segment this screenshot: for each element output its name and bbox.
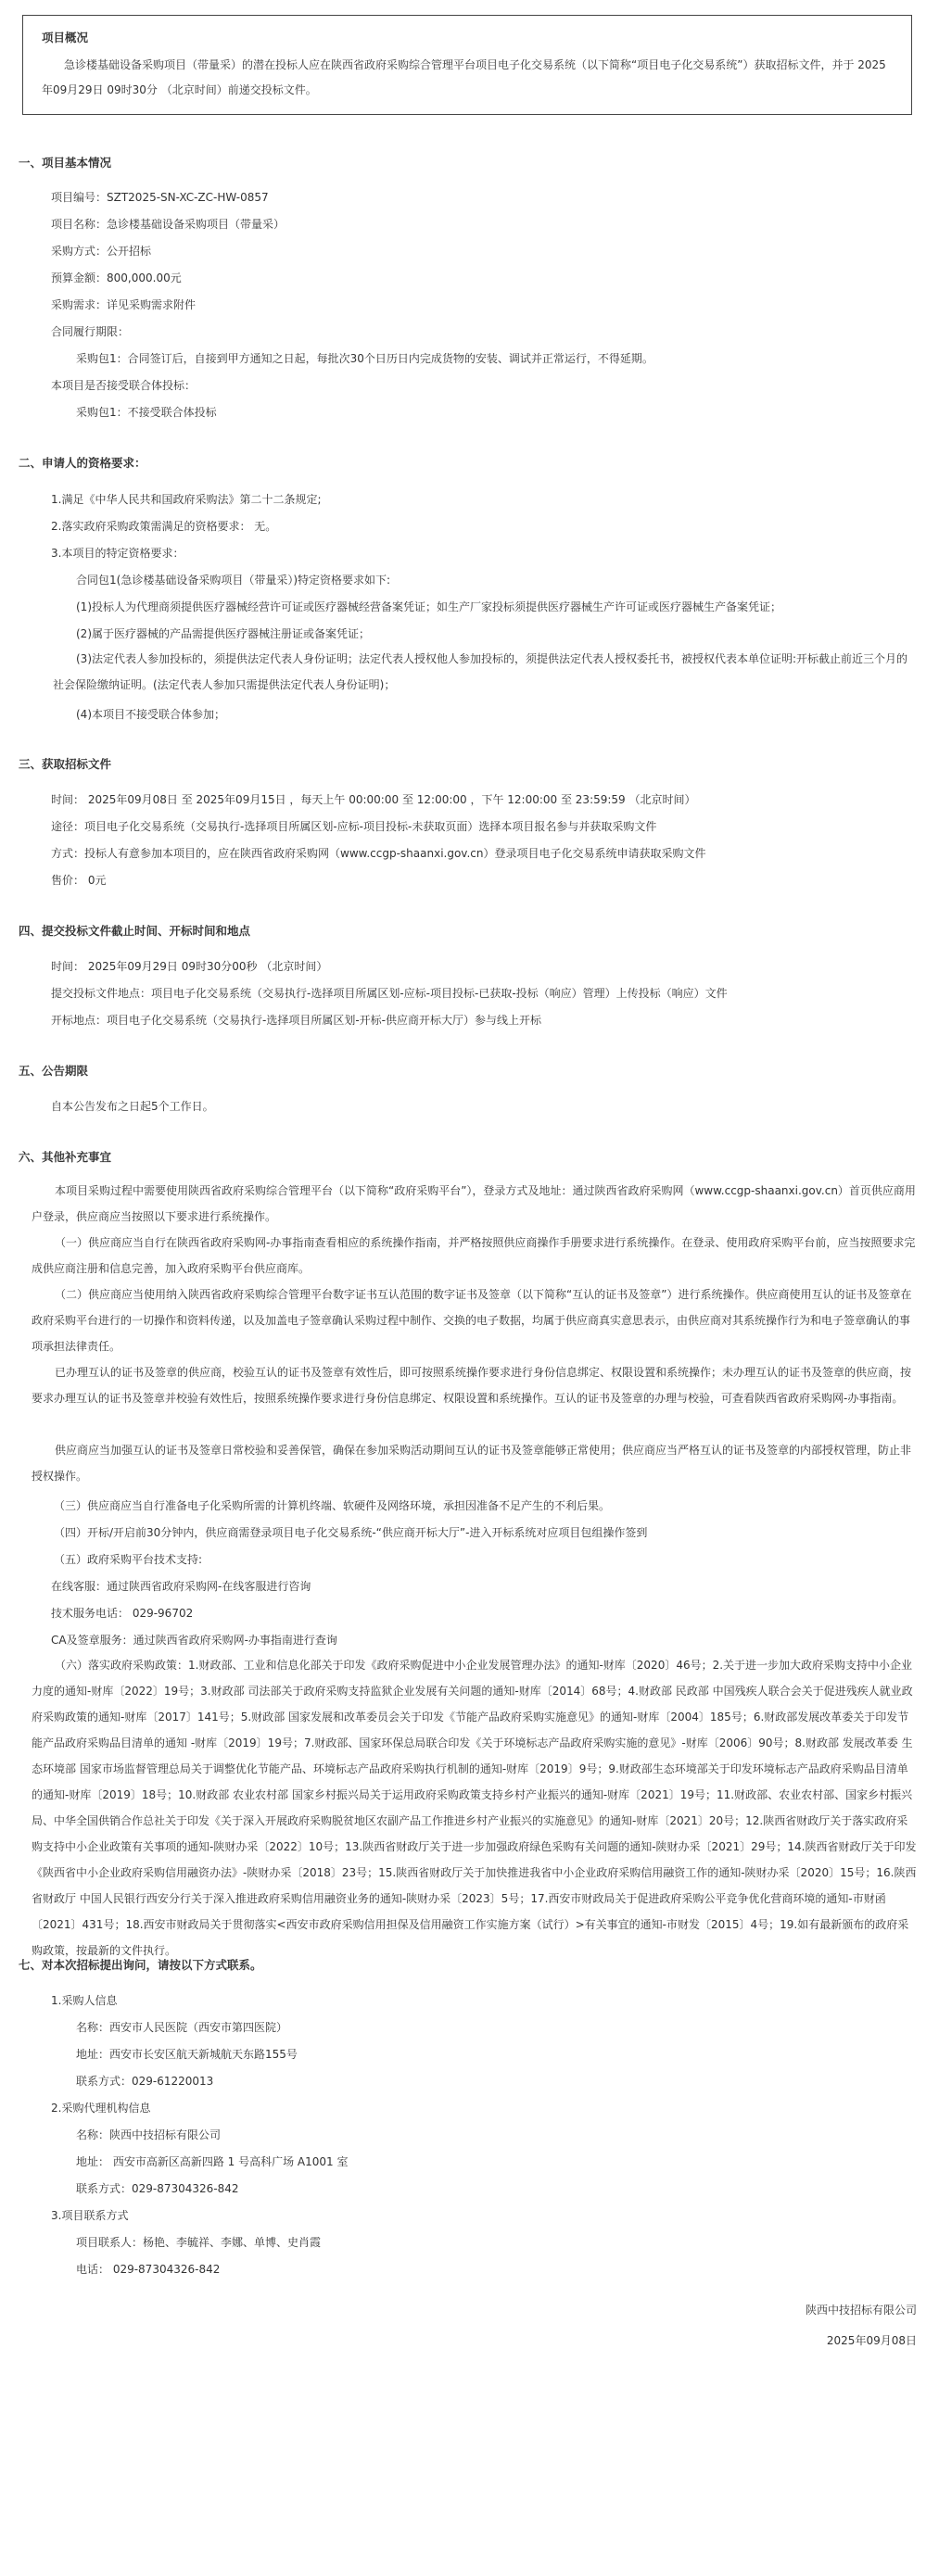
obtain-price: 售价： 0元	[51, 874, 107, 887]
supplement-para-6: （三）供应商应当自行准备电子化采购所需的计算机终端、软硬件及网络环境，承担因准备不足产生的不利后果。	[54, 1499, 611, 1512]
supplement-para-3: （二）供应商应当使用纳入陕西省政府采购综合管理平台数字证书互认范围的数字证书及签章（以下简称“互认的证书及签章”）进行系统操作。供应商使用互认的证书及签章在政府采购平台进行的一切操作和资料传递，以及加盖电子签章确认采购过程中制作、交换的电子数据，均属于供应商真实意思表示，由供应商对其系统操作行为和电子签章确认的事项承担法律责任。	[32, 1288, 912, 1353]
agency-address: 地址： 西安市高新区高新四路 1 号高科广场 A1001 室	[76, 2155, 349, 2168]
section-3-title: 三、获取招标文件	[19, 757, 112, 771]
opening-location: 开标地点：项目电子化交易系统（交易执行-选择项目所属区划-开标-供应商开标大厅）参与线上开标	[51, 1014, 541, 1027]
purchaser-info-label: 1.采购人信息	[51, 1994, 118, 2007]
overview-box	[22, 15, 912, 115]
requirement-1: (1)投标人为代理商须提供医疗器械经营许可证或医疗器械经营备案凭证；如生产厂家投标须提供医疗器械生产许可证或医疗器械生产备案凭证；	[76, 600, 782, 613]
joint-bid-package1: 采购包1：不接受联合体投标	[76, 406, 217, 419]
qualification-1: 1.满足《中华人民共和国政府采购法》第二十二条规定;	[51, 493, 322, 506]
package1-requirements: 合同包1(急诊楼基础设备采购项目（带量采）)特定资格要求如下:	[76, 574, 391, 587]
tech-support-label: （五）政府采购平台技术支持:	[54, 1553, 203, 1566]
supplement-para-4: 已办理互认的证书及签章的供应商，校验互认的证书及签章有效性后，即可按照系统操作要求进行身份信息绑定、权限设置和系统操作；未办理互认的证书及签章的供应商，按要求办理互认的证书及签章并校验有效性后，按照系统操作要求进行身份信息绑定、权限设置和系统操作。互认的证书及签章的办理与校验，可查看陕西省政府采购网-办事指南。	[32, 1366, 912, 1405]
project-contact-label: 3.项目联系方式	[51, 2209, 129, 2222]
online-service: 在线客服：通过陕西省政府采购网-在线客服进行咨询	[51, 1580, 311, 1593]
contract-period-label: 合同履行期限：	[51, 325, 130, 338]
procurement-requirement: 采购需求：详见采购需求附件	[51, 298, 197, 311]
qualification-3: 3.本项目的特定资格要求：	[51, 547, 184, 560]
agency-name: 名称：陕西中技招标有限公司	[76, 2128, 222, 2141]
section-4-title: 四、提交投标文件截止时间、开标时间和地点	[19, 924, 251, 938]
project-contact-phone: 电话： 029-87304326-842	[76, 2263, 221, 2276]
procurement-method: 采购方式：公开招标	[51, 245, 152, 258]
agency-info-label: 2.采购代理机构信息	[51, 2102, 151, 2115]
supplement-para-5: 供应商应当加强互认的证书及签章日常校验和妥善保管，确保在参加采购活动期间互认的证书及签章能够正常使用；供应商应当严格互认的证书及签章的内部授权管理，防止非授权操作。	[32, 1444, 912, 1483]
supplement-para-2: （一）供应商应当自行在陕西省政府采购网-办事指南查看相应的系统操作指南，并严格按照供应商操作手册要求进行系统操作。在登录、使用政府采购平台前，应当按照要求完成供应商注册和信息完善，加入政府采购平台供应商库。	[32, 1236, 916, 1275]
footer-date: 2025年09月08日	[826, 2334, 917, 2347]
announcement-period: 自本公告发布之日起5个工作日。	[51, 1100, 214, 1113]
section-6-title: 六、其他补充事宜	[19, 1150, 112, 1164]
project-contact-persons: 项目联系人：杨艳、李毓祥、李娜、单博、史肖霞	[76, 2236, 322, 2249]
qualification-2: 2.落实政府采购政策需满足的资格要求： 无。	[51, 520, 277, 533]
ca-service: CA及签章服务：通过陕西省政府采购网-办事指南进行查询	[51, 1634, 337, 1647]
obtain-channel: 途径：项目电子化交易系统（交易执行-选择项目所属区划-应标-项目投标-未获取页面）选择本项目报名参与并获取采购文件	[51, 820, 657, 833]
purchaser-contact: 联系方式：029-61220013	[76, 2075, 214, 2088]
requirement-4: (4)本项目不接受联合体参加；	[76, 708, 225, 721]
overview-body: 急诊楼基础设备采购项目（带量采）的潜在投标人应在陕西省政府采购综合管理平台项目电子化交易系统（以下简称“项目电子化交易系统”）获取招标文件，并于 2025年09月29日 09时30分 （北京时间）前递交投标文件。	[42, 58, 886, 96]
requirement-2: (2)属于医疗器械的产品需提供医疗器械注册证或备案凭证；	[76, 627, 371, 640]
tech-service-phone: 技术服务电话： 029-96702	[51, 1607, 194, 1620]
section-1-title: 一、项目基本情况	[19, 156, 112, 170]
policy-list: （六）落实政府采购政策：1.财政部、工业和信息化部关于印发《政府采购促进中小企业发展管理办法》的通知-财库〔2020〕46号；2.关于进一步加大政府采购支持中小企业力度的通知-财库〔2022〕19号；3.财政部 司法部关于政府采购支持监狱企业发展有关问题的通知-财库〔2014〕68号；4.财政部 民政部 中国残疾人联合会关于促进残疾人就业政府采购政策的通知-财库〔2017〕141号；5.财政部 国家发展和改革委员会关于印发《节能产品政府采购实施意见》的通知-财库〔2004〕185号；6.财政部发展改革委关于印发节能产品政府采购品目清单的通知 -财库〔2019〕19号；7.财政部、国家环保总局联合印发《关于环境标志产品政府采购实施的意见》-财库〔2006〕90号；8.财政部 发展改革委 生态环境部 国家市场监督管理总局关于调整优化节能产品、环境标志产品政府采购执行机制的通知-财库〔2019〕9号；9.财政部生态环境部关于印发环境标志产品政府采购品目清单的通知-财库〔2019〕18号；10.财政部 农业农村部 国家乡村振兴局关于运用政府采购政策支持乡村产业振兴的通知-财库〔2021〕19号；11.财政部、农业农村部、国家乡村振兴局、中华全国供销合作总社关于印发《关于深入开展政府采购脱贫地区农副产品工作推进乡村产业振兴的实施意见》的通知-财库〔2021〕20号；12.陕西省财政厅关于落实政府采购支持中小企业政策有关事项的通知-陕财办采〔2022〕10号；13.陕西省财政厅关于进一步加强政府绿色采购有关问题的通知-陕财办采〔2021〕29号；14.陕西省财政厅关于印发《陕西省中小企业政府采购信用融资办法》-陕财办采〔2018〕23号；15.陕西省财政厅关于加快推进我省中小企业政府采购信用融资工作的通知-陕财办采〔2020〕15号；16.陕西省财政厅 中国人民银行西安分行关于深入推进政府采购信用融资业务的通知-陕财办采〔2023〕5号；17.西安市财政局关于促进政府采购公平竞争优化营商环境的通知-市财函〔2021〕431号；18.西安市财政局关于贯彻落实<西安市政府采购信用担保及信用融资工作实施方案（试行）>有关事宜的通知-市财发〔2015〕4号；19.如有最新颁布的政府采购政策，按最新的文件执行。	[32, 1659, 917, 1957]
section-2-title: 二、申请人的资格要求：	[19, 456, 146, 470]
section-7-title: 七、对本次招标提出询问，请按以下方式联系。	[19, 1958, 262, 1972]
submission-location: 提交投标文件地点：项目电子化交易系统（交易执行-选择项目所属区划-应标-项目投标-已获取-投标（响应）管理）上传投标（响应）文件	[51, 987, 728, 1000]
purchaser-name: 名称：西安市人民医院（西安市第四医院）	[76, 2021, 288, 2034]
contract-period-package1: 采购包1：合同签订后，自接到甲方通知之日起，每批次30个日历日内完成货物的安装、调试并正常运行，不得延期。	[76, 352, 653, 365]
supplement-para-7: （四）开标/开启前30分钟内，供应商需登录项目电子化交易系统-“供应商开标大厅”-进入开标系统对应项目包组操作签到	[54, 1526, 648, 1539]
project-number: 项目编号：SZT2025-SN-XC-ZC-HW-0857	[51, 191, 269, 204]
section-5-title: 五、公告期限	[19, 1064, 89, 1078]
purchaser-address: 地址：西安市长安区航天新城航天东路155号	[76, 2048, 298, 2061]
requirement-3: (3)法定代表人参加投标的，须提供法定代表人身份证明；法定代表人授权他人参加投标的，须提供法定代表人授权委托书，被授权代表本单位证明:开标截止前近三个月的社会保险缴纳证明。(法定代表人参加只需提供法定代表人身份证明)；	[53, 652, 908, 691]
obtain-method: 方式：投标人有意参加本项目的，应在陕西省政府采购网（www.ccgp-shaanxi.gov.cn）登录项目电子化交易系统申请获取采购文件	[51, 847, 706, 860]
budget-amount: 预算金额：800,000.00元	[51, 271, 182, 284]
deadline-time: 时间： 2025年09月29日 09时30分00秒 （北京时间）	[51, 960, 328, 973]
project-name: 项目名称：急诊楼基础设备采购项目（带量采）	[51, 218, 286, 231]
overview-title: 项目概况	[42, 31, 89, 44]
joint-bid-label: 本项目是否接受联合体投标：	[51, 379, 197, 392]
agency-contact: 联系方式：029-87304326-842	[76, 2182, 239, 2195]
obtain-time: 时间： 2025年09月08日 至 2025年09月15日 ，每天上午 00:00:00 至 12:00:00 ，下午 12:00:00 至 23:59:59 （北京时间）	[51, 793, 696, 806]
footer-organization: 陕西中技招标有限公司	[805, 2304, 917, 2317]
supplement-para-1: 本项目采购过程中需要使用陕西省政府采购综合管理平台（以下简称“政府采购平台”），登录方式及地址：通过陕西省政府采购网（www.ccgp-shaanxi.gov.cn）首页供应商用户登录，供应商应当按照以下要求进行系统操作。	[32, 1184, 916, 1223]
